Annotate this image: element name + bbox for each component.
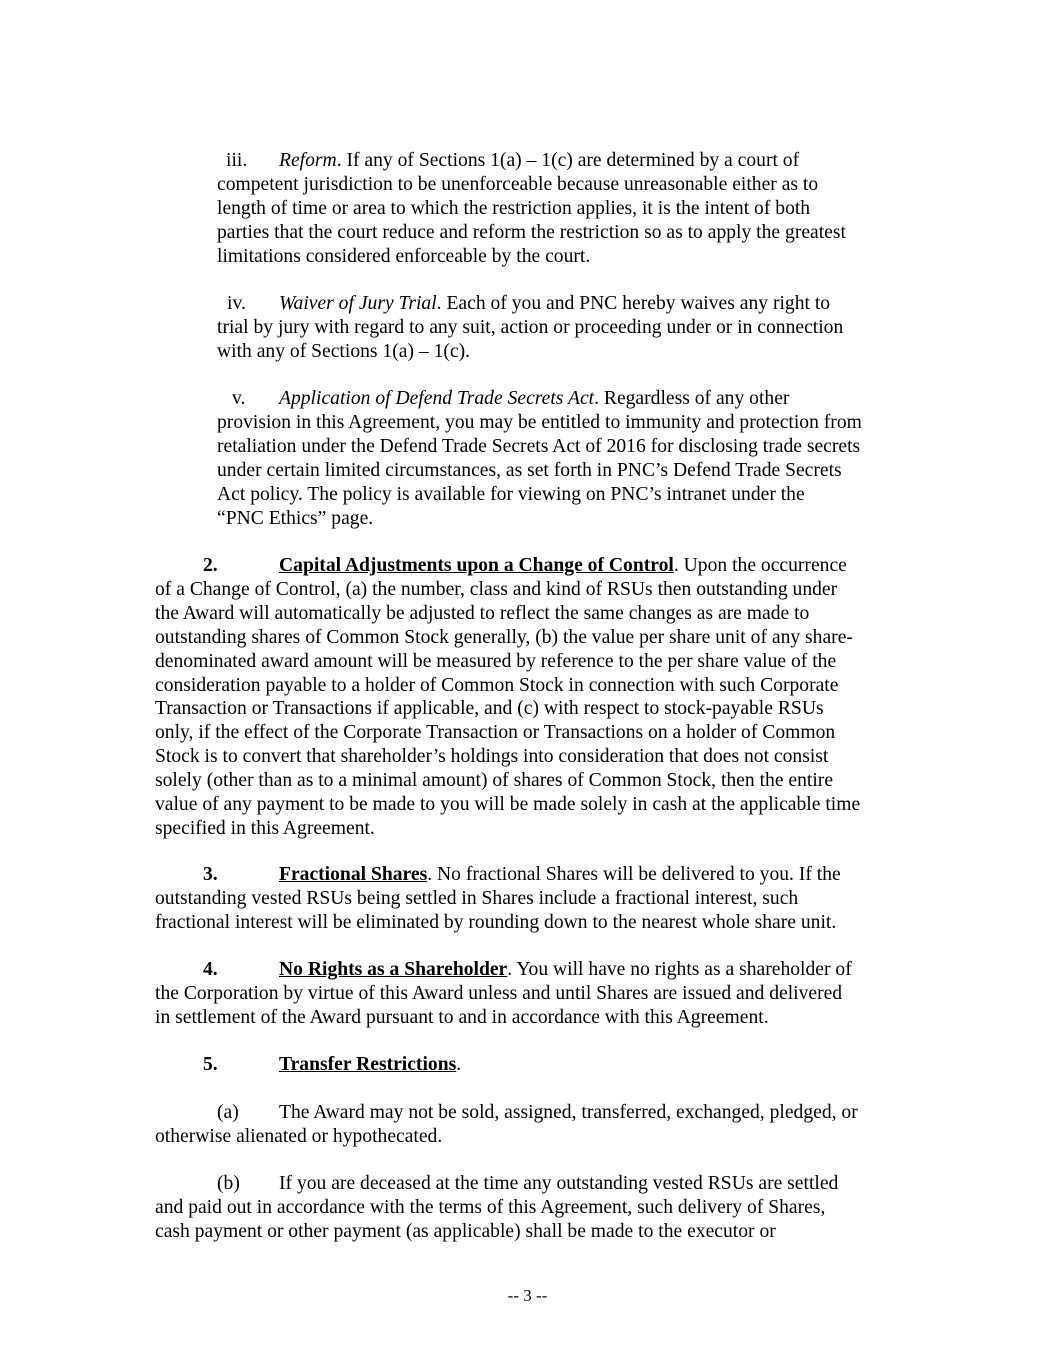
paragraph-line: only, if the effect of the Corporate Transaction or Transactions on a holder of Common xyxy=(155,722,836,744)
paragraph-line: the Award will automatically be adjusted to reflect the same changes as are made to xyxy=(155,602,810,624)
paragraph-line: and paid out in accordance with the terms of this Agreement, such delivery of Shares, xyxy=(155,1196,826,1218)
paragraph-line: limitations considered enforceable by the court. xyxy=(217,245,591,267)
subsection-heading: Application of Defend Trade Secrets Act xyxy=(279,388,595,409)
paragraph-line: If you are deceased at the time any outstanding vested RSUs are settled xyxy=(279,1173,839,1194)
paragraph-line: consideration payable to a holder of Common Stock in connection with such Corporate xyxy=(155,674,839,696)
clause-marker: (a) xyxy=(217,1102,239,1123)
paragraph-line: Transaction or Transactions if applicable, and (c) with respect to stock-payable RSUs xyxy=(155,698,824,720)
subsection-waiver-of-jury-trial xyxy=(217,292,907,364)
section-number: 4. xyxy=(203,959,218,980)
section-number: 2. xyxy=(203,555,218,576)
paragraph-line: otherwise alienated or hypothecated. xyxy=(155,1125,443,1147)
paragraph-line: fractional interest will be eliminated by rounding down to the nearest whole share unit. xyxy=(155,911,837,933)
paragraph-line: outstanding shares of Common Stock generally, (b) the value per share unit of any share- xyxy=(155,626,853,648)
section-number: 3. xyxy=(203,864,218,885)
paragraph-line: the Corporation by virtue of this Award unless and until Shares are issued and delivered xyxy=(155,982,843,1004)
clause-a xyxy=(155,1101,907,1149)
paragraph-line: Act policy. The policy is available for viewing on PNC’s intranet under the xyxy=(217,483,805,505)
subsection-marker: iii. xyxy=(226,150,248,171)
section-transfer-restrictions xyxy=(155,1053,907,1077)
paragraph-line: parties that the court reduce and reform the restriction so as to apply the greatest xyxy=(217,221,846,243)
section-title: Capital Adjustments upon a Change of Control xyxy=(279,555,674,576)
subsection-marker: iv. xyxy=(227,293,246,314)
paragraph-line: . xyxy=(456,1054,462,1075)
section-title: Transfer Restrictions xyxy=(279,1054,457,1075)
paragraph-line: outstanding vested RSUs being settled in Shares include a fractional interest, such xyxy=(155,887,799,909)
paragraph-line: retaliation under the Defend Trade Secrets Act of 2016 for disclosing trade secrets xyxy=(217,435,861,457)
clause-b xyxy=(155,1172,907,1244)
paragraph-line: specified in this Agreement. xyxy=(155,817,375,839)
page-number: -- 3 -- xyxy=(507,1286,548,1305)
paragraph-line: of a Change of Control, (a) the number, class and kind of RSUs then outstanding under xyxy=(155,578,838,600)
paragraph-line: “PNC Ethics” page. xyxy=(217,507,374,529)
paragraph-line: in settlement of the Award pursuant to and in accordance with this Agreement. xyxy=(155,1006,769,1028)
section-number: 5. xyxy=(203,1054,218,1075)
paragraph-line: . No fractional Shares will be delivered to you. If the xyxy=(427,864,841,885)
paragraph-line: Stock is to convert that shareholder’s holdings into consideration that does not consist xyxy=(155,746,829,768)
paragraph-line: length of time or area to which the restriction applies, it is the intent of both xyxy=(217,197,811,219)
section-capital-adjustments xyxy=(155,554,907,841)
subsection-defend-trade-secrets xyxy=(217,387,907,530)
paragraph-line: . Each of you and PNC hereby waives any right to xyxy=(436,293,831,314)
paragraph-line: . Upon the occurrence xyxy=(673,555,847,576)
section-title: Fractional Shares xyxy=(279,864,428,885)
section-no-rights-as-shareholder xyxy=(155,958,907,1030)
paragraph-line: provision in this Agreement, you may be entitled to immunity and protection from xyxy=(217,411,862,433)
paragraph-line: The Award may not be sold, assigned, transferred, exchanged, pledged, or xyxy=(279,1102,858,1123)
paragraph-line: denominated award amount will be measured by reference to the per share value of the xyxy=(155,650,837,672)
subsection-heading: Reform xyxy=(279,150,337,171)
paragraph-line: . If any of Sections 1(a) – 1(c) are determined by a court of xyxy=(336,150,800,171)
paragraph-line: solely (other than as to a minimal amount) of shares of Common Stock, then the entire xyxy=(155,770,834,792)
subsection-marker: v. xyxy=(232,388,246,409)
subsection-reform xyxy=(217,149,907,269)
paragraph-line: . Regardless of any other xyxy=(594,388,790,409)
section-fractional-shares xyxy=(155,863,907,935)
paragraph-line: with any of Sections 1(a) – 1(c). xyxy=(217,340,471,362)
subsection-heading: Waiver of Jury Trial xyxy=(279,293,437,314)
paragraph-line: competent jurisdiction to be unenforceable because unreasonable either as to xyxy=(217,173,819,195)
paragraph-line: under certain limited circumstances, as set forth in PNC’s Defend Trade Secrets xyxy=(217,459,842,481)
paragraph-line: . You will have no rights as a shareholder of xyxy=(507,959,852,980)
paragraph-line: value of any payment to be made to you will be made solely in cash at the applicable time xyxy=(155,794,861,816)
section-title: No Rights as a Shareholder xyxy=(279,959,508,980)
clause-marker: (b) xyxy=(217,1173,240,1194)
paragraph-line: cash payment or other payment (as applicable) shall be made to the executor or xyxy=(155,1220,776,1242)
paragraph-line: trial by jury with regard to any suit, action or proceeding under or in connection xyxy=(217,316,844,338)
